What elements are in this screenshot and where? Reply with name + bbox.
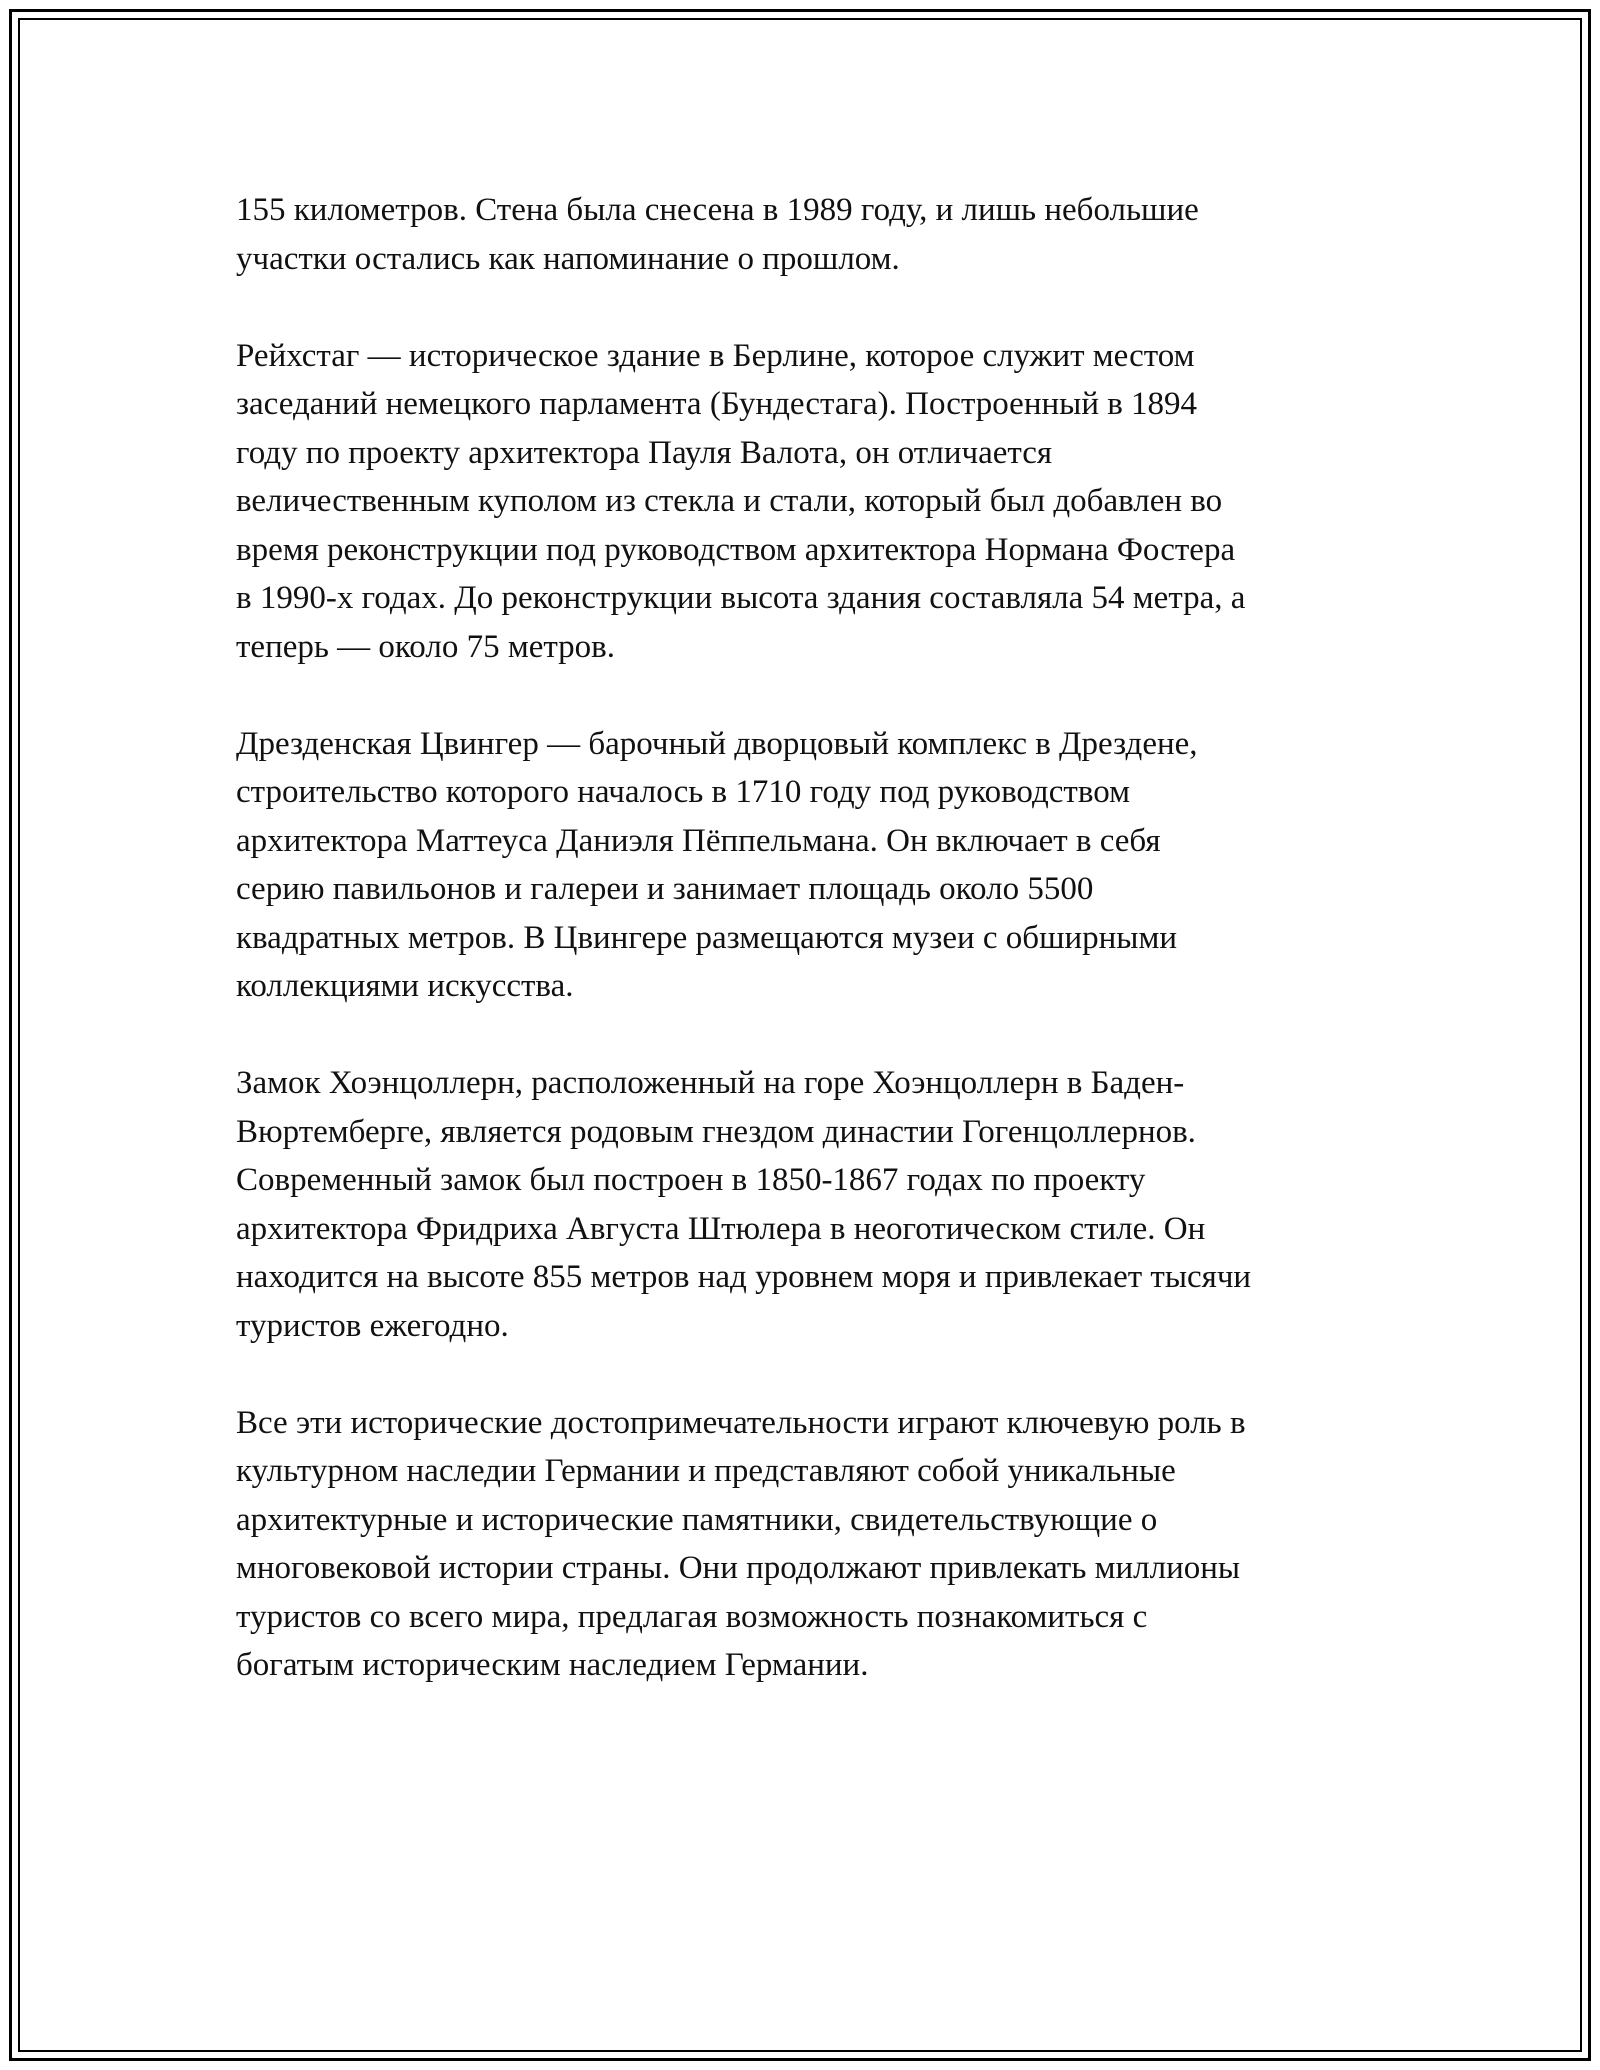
text-line: коллекциями искусства.	[236, 968, 574, 1004]
text-line: Замок Хоэнцоллерн, расположенный на горе Хоэнцоллерн в Баден-	[236, 1065, 1185, 1101]
text-line: Современный замок был построен в 1850-1867 годах по проекту	[236, 1162, 1146, 1198]
text-line: туристов со всего мира, предлагая возможность познакомиться с	[236, 1598, 1148, 1635]
text-line: серию павильонов и галереи и занимает площадь около 5500	[236, 871, 1094, 907]
text-line: заседаний немецкого парламента (Бундестага). Построенный в 1894	[236, 386, 1198, 422]
text-line: архитектурные и исторические памятники, свидетельствующие о	[236, 1501, 1158, 1538]
text-line: многовековой истории страны. Они продолжают привлекать миллионы	[236, 1550, 1241, 1586]
text-line: архитектора Фридриха Августа Штюлера в неоготическом стиле. Он	[236, 1210, 1206, 1247]
text-line: время реконструкции под руководством архитектора Нормана Фостера	[236, 531, 1236, 568]
paragraph-hohenzollern	[236, 1059, 1376, 1350]
text-line: туристов ежегодно.	[236, 1307, 509, 1344]
text-line: году по проекту архитектора Пауля Валота, он отличается	[236, 434, 1053, 471]
paragraph-reichstag	[236, 332, 1376, 672]
paragraph-berlin-wall	[236, 186, 1376, 283]
text-line: квадратных метров. В Цвингере размещаются музеи с обширными	[236, 919, 1178, 956]
document-body	[236, 186, 1376, 1738]
text-line: в 1990-х годах. До реконструкции высота здания составляла 54 метра, а	[236, 580, 1246, 616]
text-line: участки остались как напоминание о прошлом.	[236, 240, 900, 277]
text-line: строительство которого началось в 1710 году под руководством	[236, 774, 1130, 810]
text-line: богатым историческим наследием Германии.	[236, 1647, 869, 1683]
text-line: теперь — около 75 метров.	[236, 628, 616, 665]
text-line: культурном наследии Германии и представляют собой уникальные	[236, 1453, 1176, 1489]
text-line: Все эти исторические достопримечательности играют ключевую роль в	[236, 1404, 1246, 1441]
text-line: Дрезденская Цвингер — барочный дворцовый комплекс в Дрездене,	[236, 725, 1198, 762]
paragraph-zwinger	[236, 720, 1376, 1011]
text-line: величественным куполом из стекла и стали, который был добавлен во	[236, 483, 1223, 519]
text-line: находится на высоте 855 метров над уровнем моря и привлекает тысячи	[236, 1259, 1252, 1295]
text-line: Вюртемберге, является родовым гнездом династии Гогенцоллернов.	[236, 1113, 1196, 1150]
text-line: архитектора Маттеуса Даниэля Пёппельмана. Он включает в себя	[236, 822, 1161, 859]
text-line: 155 километров. Стена была снесена в 1989 году, и лишь небольшие	[236, 192, 1199, 228]
paragraph-conclusion	[236, 1399, 1376, 1690]
text-line: Рейхстаг — историческое здание в Берлине, которое служит местом	[236, 337, 1195, 374]
